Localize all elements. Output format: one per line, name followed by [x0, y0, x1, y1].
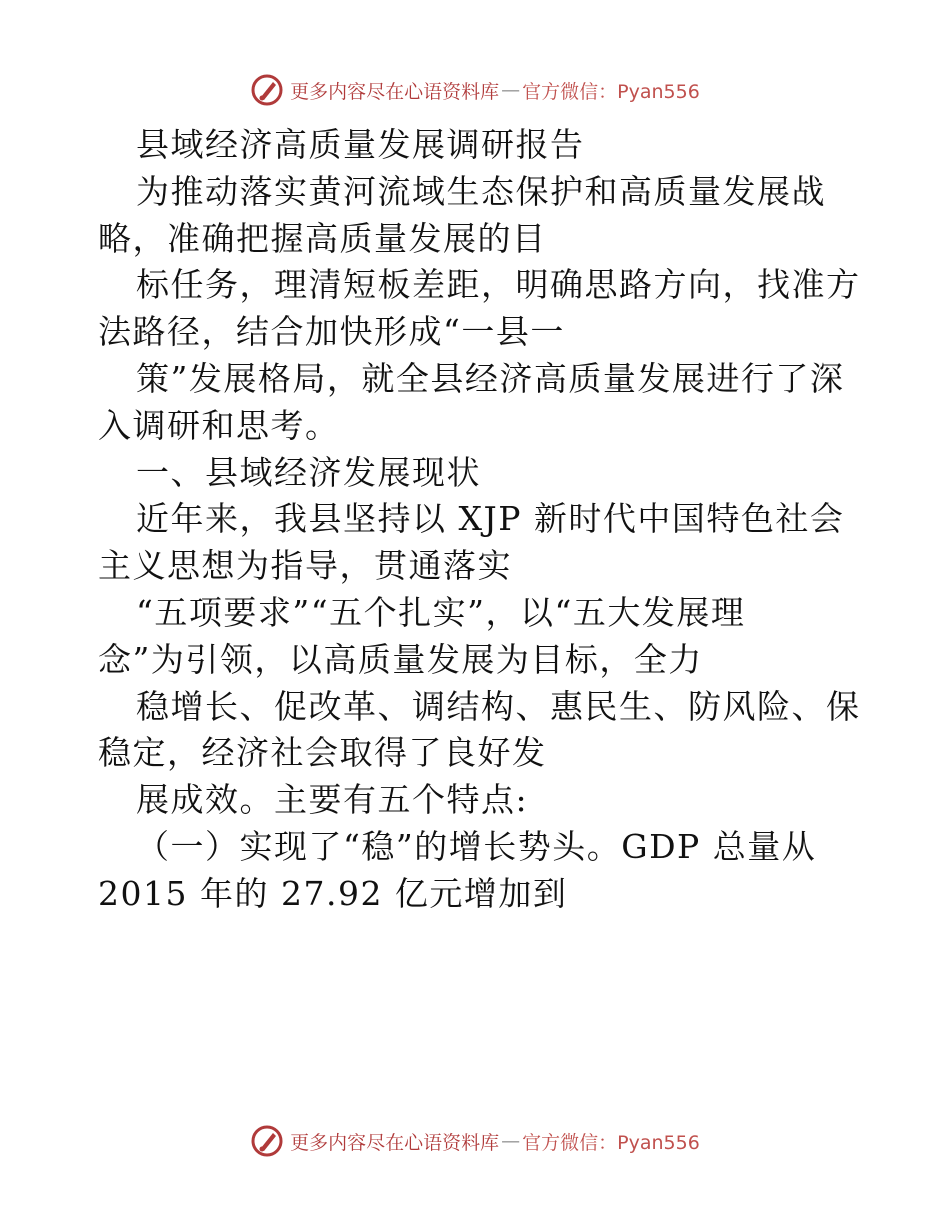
watermark-text: 更多内容尽在心语资料库 — [290, 1131, 500, 1154]
watermark-separator: — — [501, 79, 521, 101]
text-line: 为推动落实黄河流域生态保护和高质量发展战 — [136, 171, 826, 211]
text-line: “五项要求”“五个扎实”，以“五大发展理 — [136, 592, 746, 632]
pen-logo-icon — [250, 1124, 284, 1158]
text-line: 略，准确把握高质量发展的目 — [98, 218, 547, 258]
text-line: 策”发展格局，就全县经济高质量发展进行了深 — [136, 358, 845, 398]
text-line: 稳增长、促改革、调结构、惠民生、防风险、保 — [136, 686, 861, 726]
text-line: 2015 年的 27.92 亿元增加到 — [98, 873, 568, 913]
text-line: 展成效。主要有五个特点: — [136, 780, 529, 820]
subsection-heading: （一）实现了“稳”的增长势头。GDP 总量从 — [136, 826, 817, 866]
text-line: 念”为引领，以高质量发展为目标，全力 — [98, 639, 703, 679]
text-line: 入调研和思考。 — [98, 405, 340, 445]
section-heading: 一、县域经济发展现状 — [136, 452, 481, 492]
text-line: 主义思想为指导，贯通落实 — [98, 546, 512, 586]
pen-logo-icon — [250, 73, 284, 107]
watermark-text: 更多内容尽在心语资料库 — [290, 80, 500, 103]
watermark-separator: — — [501, 1130, 521, 1152]
text-line: 标任务，理清短板差距，明确思路方向，找准方 — [136, 265, 861, 305]
watermark-header — [0, 70, 950, 110]
watermark-footer — [0, 1121, 950, 1161]
watermark-wechat: 官方微信：Pyan556 — [522, 1131, 700, 1154]
document-body — [98, 122, 861, 918]
document-title: 县域经济高质量发展调研报告 — [136, 125, 585, 164]
text-line: 稳定，经济社会取得了良好发 — [98, 733, 547, 773]
text-line: 近年来，我县坚持以 XJP 新时代中国特色社会 — [136, 499, 845, 539]
text-line: 法路径，结合加快形成“一县一 — [98, 312, 565, 352]
watermark-wechat: 官方微信：Pyan556 — [522, 80, 700, 103]
